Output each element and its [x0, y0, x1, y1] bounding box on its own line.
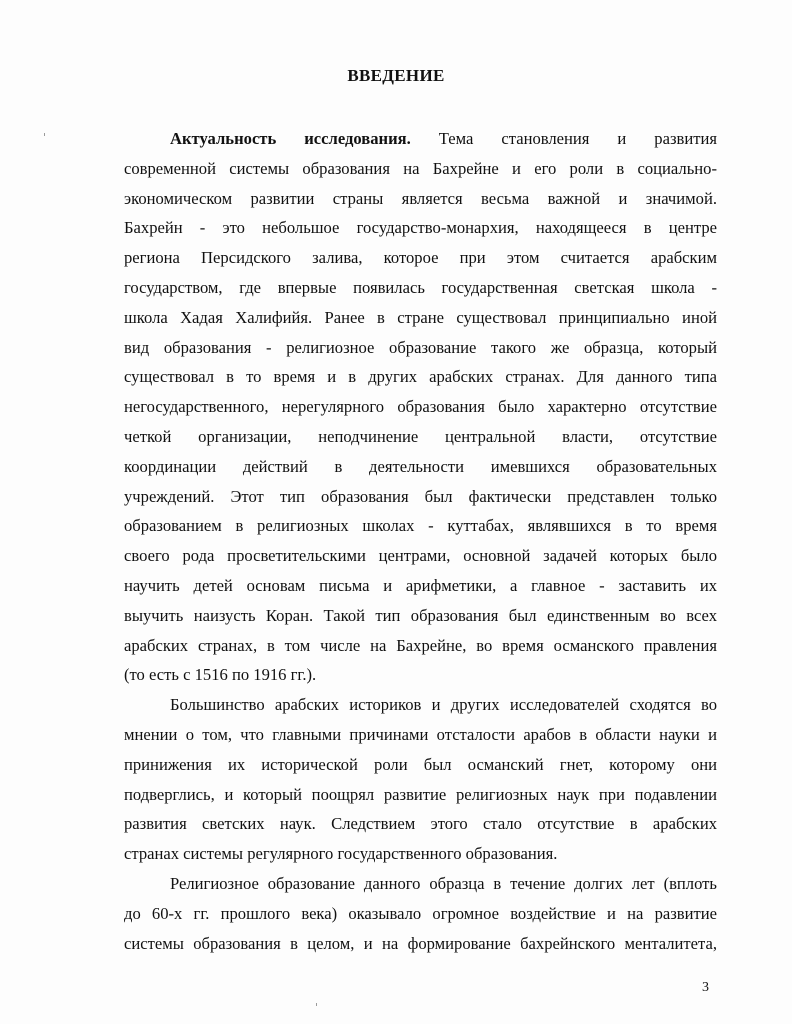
scan-speck [316, 1003, 317, 1006]
paragraph-line: образованием в религиозных школах - куттабах, являвшихся в то время [124, 516, 717, 536]
scan-speck [44, 133, 45, 136]
paragraph-line: региона Персидского залива, которое при этом считается арабским [124, 248, 717, 268]
paragraph-line: Большинство арабских историков и других исследователей сходятся во [170, 695, 717, 715]
paragraph-line: существовал в то время и в других арабских странах. Для данного типа [124, 367, 717, 387]
paragraph-line: подверглись, и который поощрял развитие религиозных наук при подавлении [124, 784, 717, 804]
section-heading: Актуальность исследования. [170, 129, 411, 148]
paragraph-line: до 60-х гг. прошлого века) оказывало огромное воздействие и на развитие [124, 903, 717, 923]
paragraph-line: развития светских наук. Следствием этого стало отсутствие в арабских [124, 814, 717, 834]
paragraph-line: координации действий в деятельности имевшихся образовательных [124, 456, 717, 476]
paragraph-line: Бахрейн - это небольшое государство-монархия, находящееся в центре [124, 218, 717, 238]
paragraph-line: учреждений. Этот тип образования был фактически представлен только [124, 486, 717, 506]
paragraph-line [124, 124, 717, 154]
paragraph-line: арабских странах, в том числе на Бахрейне, во время османского правления [124, 635, 717, 655]
paragraph-line-text: Тема становления и развития [438, 129, 717, 148]
paragraph-line: экономическом развитии страны является весьма важной и значимой. [124, 188, 717, 208]
paragraph-line: мнении о том, что главными причинами отсталости арабов в области науки и [124, 724, 717, 744]
paragraph-line: системы образования в целом, и на формирование бахрейнского менталитета, [124, 933, 717, 953]
paragraph-line: вид образования - религиозное образование такого же образца, который [124, 337, 717, 357]
paragraph-line: странах системы регулярного государственного образования. [124, 844, 558, 864]
paragraph-line: научить детей основам письма и арифметики, а главное - заставить их [124, 575, 717, 595]
body-text [124, 124, 717, 958]
page-title: ВВЕДЕНИЕ [347, 66, 445, 85]
paragraph-line: Религиозное образование данного образца в течение долгих лет (вплоть [170, 873, 717, 893]
paragraph-line: своего рода просветительскими центрами, основной задачей которых было [124, 546, 717, 566]
paragraph-line: школа Хадая Халифийя. Ранее в стране существовал принципиально иной [124, 307, 717, 327]
paragraph-line: принижения их исторической роли был османский гнет, которому они [124, 754, 717, 774]
paragraph-line: выучить наизусть Коран. Такой тип образования был единственным во всех [124, 605, 717, 625]
paragraph-line: современной системы образования на Бахрейне и его роли в социально- [124, 158, 717, 178]
paragraph-line: (то есть с 1516 по 1916 гг.). [124, 665, 317, 685]
paragraph-line: четкой организации, неподчинение центральной власти, отсутствие [124, 426, 717, 446]
page-number: 3 [702, 980, 709, 995]
paragraph-line: негосударственного, нерегулярного образования было характерно отсутствие [124, 397, 717, 417]
paragraph-line: государством, где впервые появилась государственная светская школа - [124, 277, 717, 297]
